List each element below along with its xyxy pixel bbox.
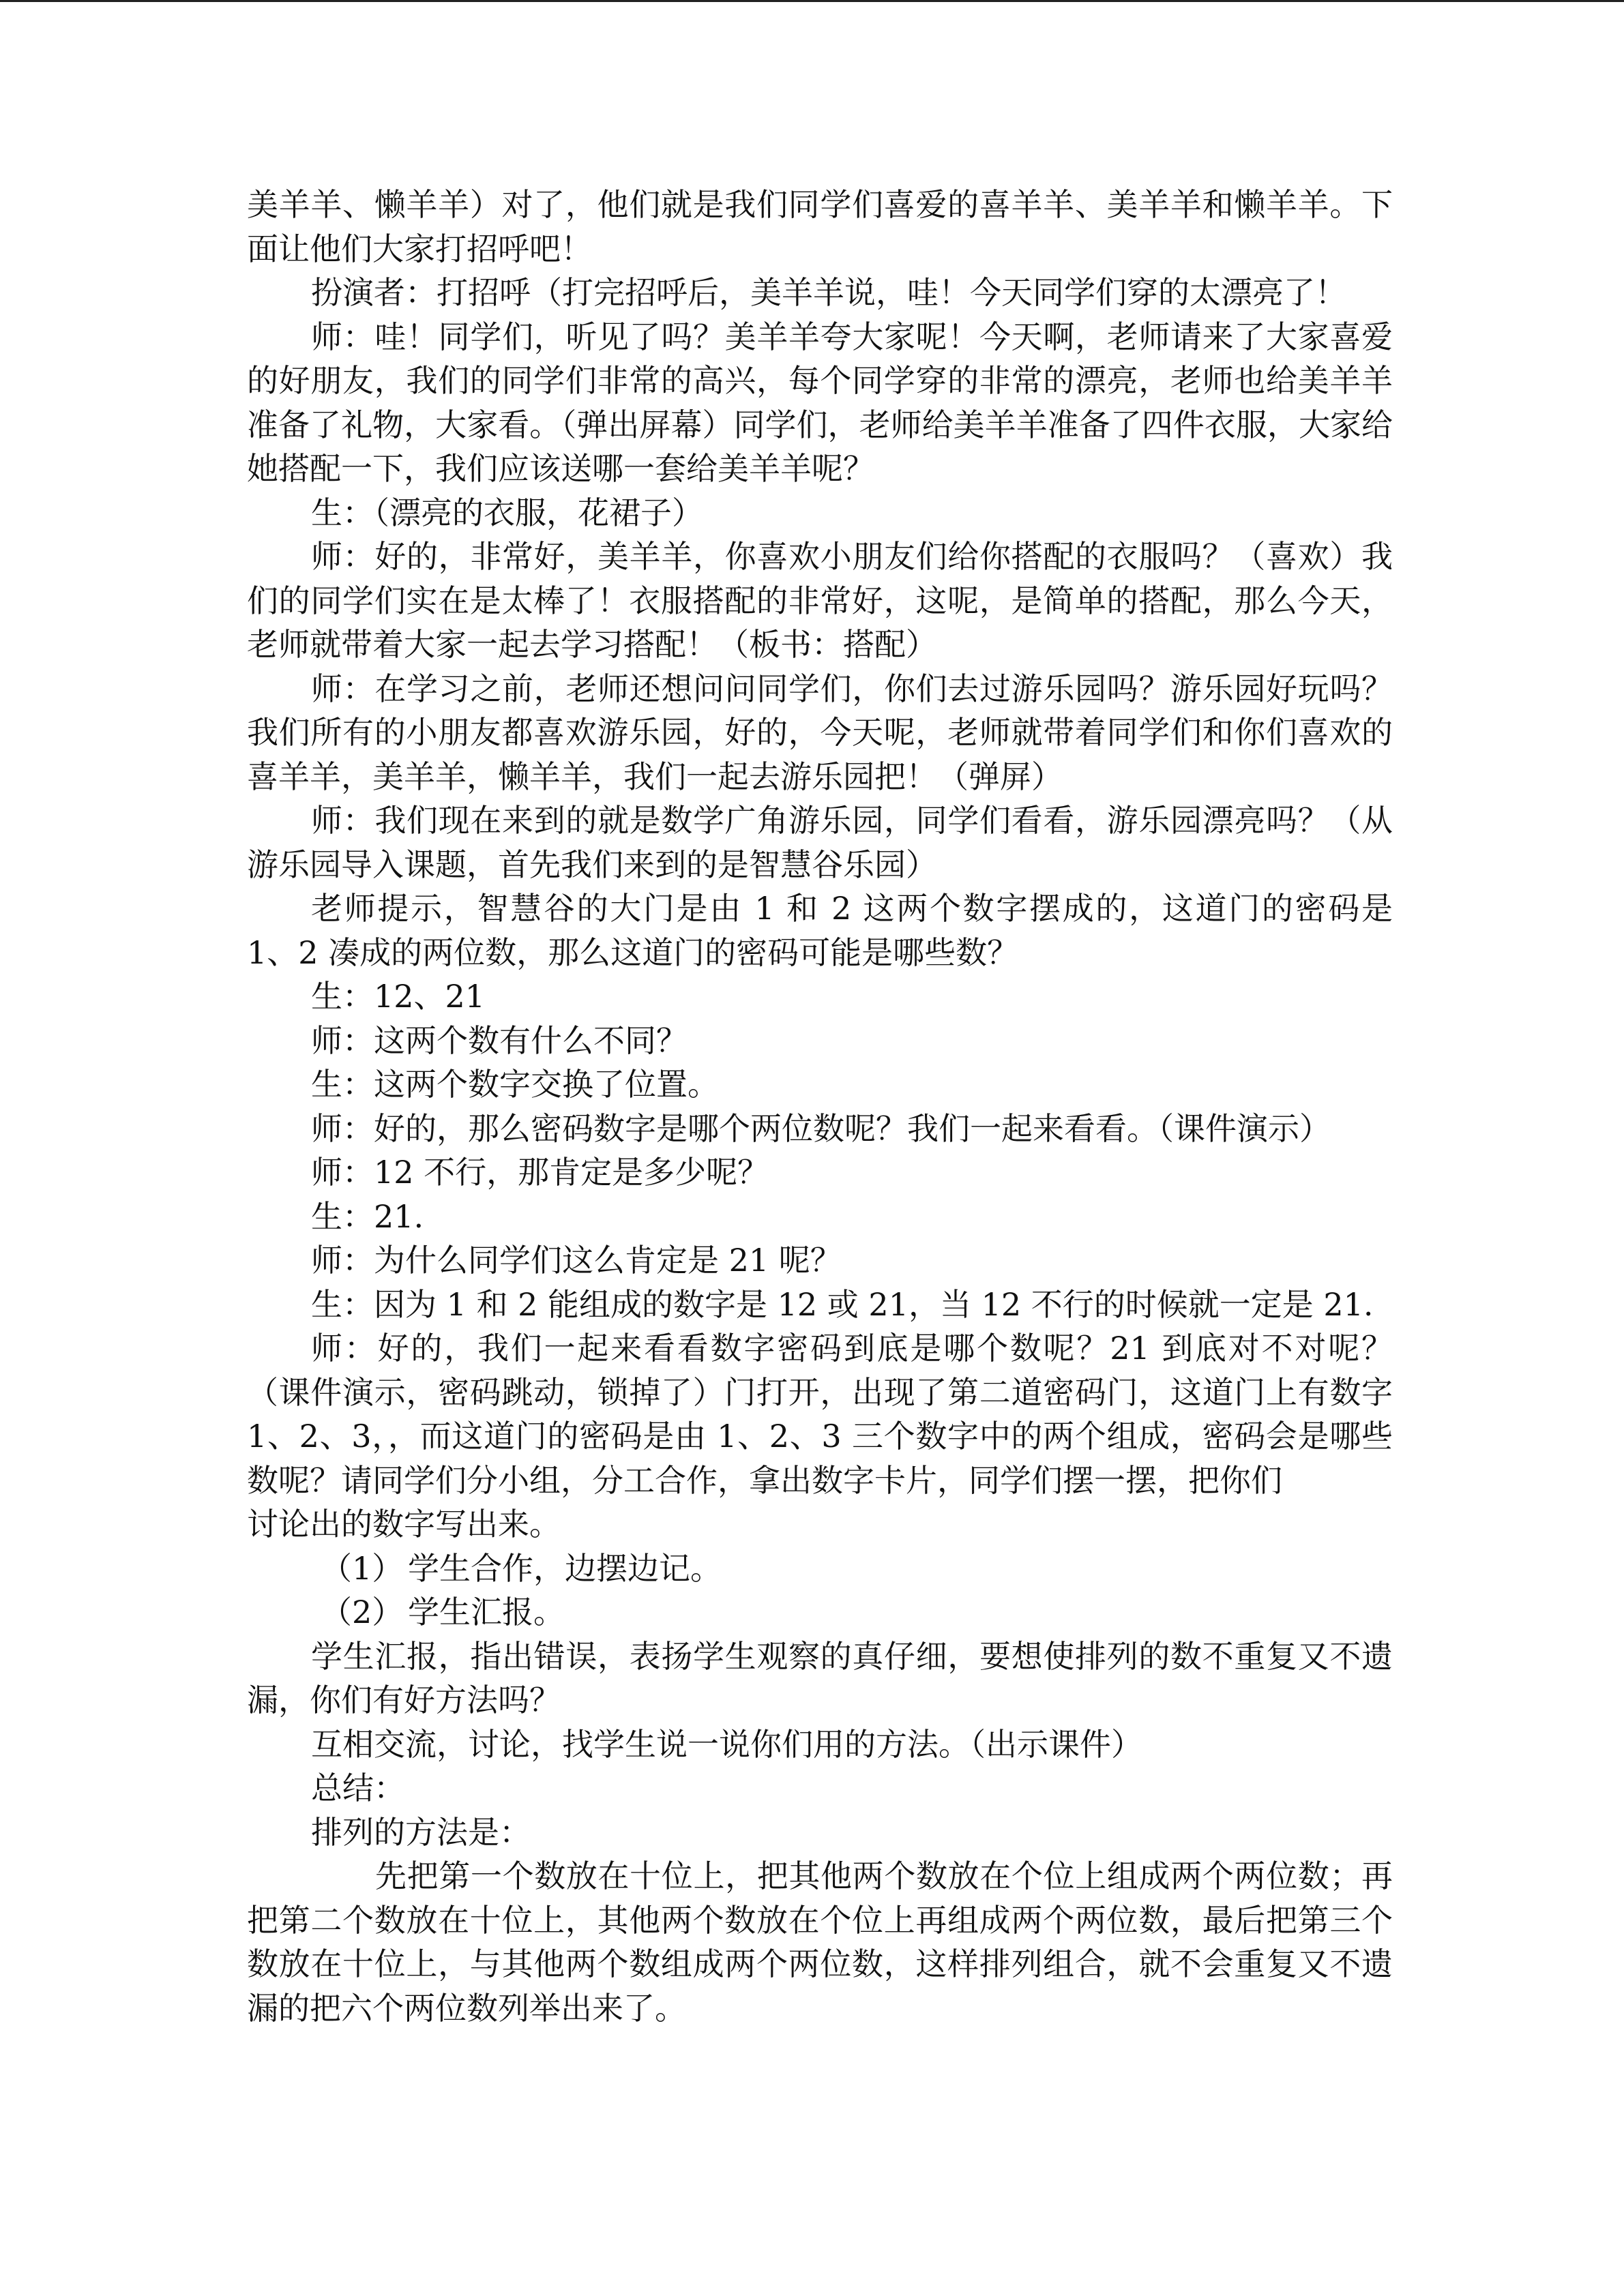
paragraph: 师：我们现在来到的就是数学广角游乐园，同学们看看，游乐园漂亮吗？（从游乐园导入课题，首先我们来到的是智慧谷乐园）: [247, 802, 1393, 883]
paragraph: 扮演者：打招呼（打完招呼后，美羊羊说，哇！今天同学们穿的太漂亮了！: [311, 274, 1346, 311]
list-number: （2）: [321, 1594, 404, 1630]
list-item: [247, 1590, 1393, 1635]
paragraph: 先把第一个数放在十位上，把其他两个数放在个位上组成两个两位数；再把第二个数放在十位上，其他两个数放在个位上再组成两个两位数，最后把第三个数放在十位上，与其他两个数组成两个两位数，这样排列组合，就不会重复又不遗漏的把六个两位数列举出来了。: [247, 1858, 1393, 2027]
paragraph: 师：好的，那么密码数字是哪个两位数呢？我们一起来看看。（课件演示）: [311, 1109, 1331, 1147]
paragraph: 学生汇报，指出错误，表扬学生观察的真仔细，要想使排列的数不重复又不遗漏，你们有好方法吗？: [247, 1637, 1393, 1718]
paragraph: 总结：: [311, 1770, 405, 1806]
paragraph: 师：12 不行，那肯定是多少呢？: [311, 1154, 769, 1191]
paragraph: 生：这两个数字交换了位置。: [311, 1066, 719, 1103]
list-text: 学生汇报。: [408, 1594, 565, 1630]
paragraph: 生：12、21: [311, 978, 486, 1015]
paragraph: 师：这两个数有什么不同？: [311, 1022, 688, 1059]
top-border-line: [0, 0, 1624, 2]
paragraph: 师：哇！同学们，听见了吗？美羊羊夸大家呢！今天啊，老师请来了大家喜爱的好朋友，我们的同学们非常的高兴，每个同学穿的非常的漂亮，老师也给美羊羊准备了礼物，大家看。（弹出屏幕）同学们，老师给美羊羊准备了四件衣服，大家给她搭配一下，我们应该送哪一套给美羊羊呢？: [247, 318, 1393, 487]
paragraph: 生：因为 1 和 2 能组成的数字是 12 或 21，当 12 不行的时候就一定是 21.: [311, 1285, 1374, 1323]
list-text: 学生合作，边摆边记。: [408, 1549, 722, 1587]
document-body: [247, 183, 1403, 2030]
paragraph: 美羊羊、懒羊羊）对了，他们就是我们同学们喜爱的喜羊羊、美羊羊和懒羊羊。下面让他们大家打招呼吧！: [247, 186, 1393, 267]
paragraph: 师：为什么同学们这么肯定是 21 呢？: [311, 1242, 842, 1279]
list-number: （1）: [321, 1549, 404, 1587]
paragraph: 讨论出的数字写出来。: [247, 1506, 561, 1542]
paragraph: 师：好的，我们一起来看看数字密码到底是哪个数呢？21 到底对不对呢？（课件演示，密码跳动，锁掉了）门打开，出现了第二道密码门，这道门上有数字 1、2、3，，而这道门的密码是由 1、2、3 三个数字中的两个组成，密码会是哪些数呢？请同学们分小组，分工合作，拿出数字卡片，同学们摆一摆，把你们: [247, 1330, 1403, 1499]
paragraph: 老师提示，智慧谷的大门是由 1 和 2 这两个数字摆成的，这道门的密码是 1、2 凑成的两位数，那么这道门的密码可能是哪些数？: [247, 890, 1403, 971]
paragraph: 生：21.: [311, 1197, 424, 1235]
paragraph: 互相交流，讨论，找学生说一说你们用的方法。（出示课件）: [311, 1725, 1142, 1763]
list-item: [247, 1547, 1393, 1591]
paragraph: 排列的方法是：: [311, 1813, 531, 1851]
paragraph: 师：在学习之前，老师还想问问同学们，你们去过游乐园吗？游乐园好玩吗？我们所有的小朋友都喜欢游乐园，好的，今天呢，老师就带着同学们和你们喜欢的喜羊羊，美羊羊，懒羊羊，我们一起去游乐园把！（弹屏）: [247, 670, 1393, 795]
paragraph: 师：好的，非常好，美羊羊，你喜欢小朋友们给你搭配的衣服吗？（喜欢）我们的同学们实在是太棒了！衣服搭配的非常好，这呢，是简单的搭配，那么今天，老师就带着大家一起去学习搭配！（板书：搭配）: [247, 538, 1393, 663]
paragraph: 生：（漂亮的衣服，花裙子）: [311, 494, 703, 531]
